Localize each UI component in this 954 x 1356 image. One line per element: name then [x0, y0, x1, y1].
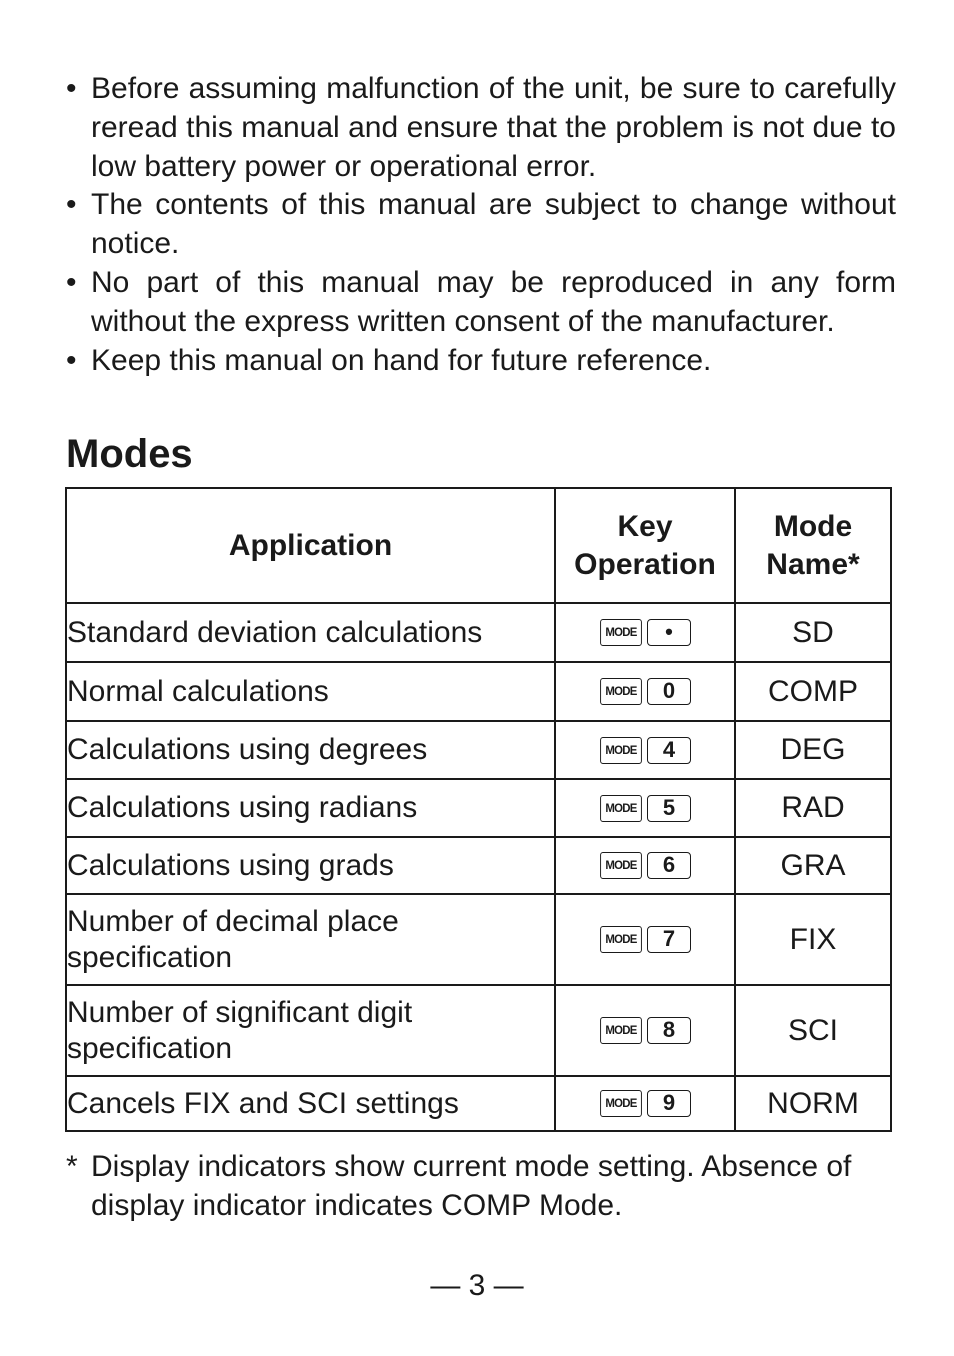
cell-application: Normal calculations [66, 662, 555, 721]
cell-application: Calculations using radians [66, 779, 555, 837]
table-row [66, 721, 891, 779]
bullet-text: No part of this manual may be reproduced in any form without the express written consent of the manufacturer. [91, 265, 896, 338]
mode-key-icon: MODE [600, 678, 642, 705]
cell-application: Calculations using degrees [66, 721, 555, 779]
table-row [66, 1076, 891, 1131]
cell-key-operation [555, 1076, 735, 1131]
table-row [66, 894, 891, 985]
mode-key-icon: MODE [600, 737, 642, 764]
digit-key-icon: 8 [647, 1017, 691, 1044]
cell-mode-name: GRA [735, 837, 891, 894]
notice-list [66, 70, 896, 380]
list-item [66, 186, 896, 264]
header-key-operation: Key Operation [555, 488, 735, 603]
section-title: Modes [66, 432, 193, 476]
mode-key-icon: MODE [600, 926, 642, 953]
header-mode-name: Mode Name* [735, 488, 891, 603]
cell-application: Standard deviation calculations [66, 603, 555, 662]
cell-key-operation [555, 603, 735, 662]
table-row [66, 985, 891, 1076]
table-header-row [66, 488, 891, 603]
mode-key-icon: MODE [600, 795, 642, 822]
page-number: — 3 — [430, 1269, 524, 1302]
modes-table [65, 487, 892, 1132]
mode-key-icon: MODE [600, 1017, 642, 1044]
table-row [66, 779, 891, 837]
cell-key-operation [555, 779, 735, 837]
cell-mode-name: SCI [735, 985, 891, 1076]
footnote [66, 1148, 896, 1226]
digit-key-icon: 5 [647, 795, 691, 822]
bullet-text: Keep this manual on hand for future reference. [91, 343, 712, 377]
cell-mode-name: SD [735, 603, 891, 662]
header-application: Application [66, 488, 555, 603]
bullet-mark: • [66, 72, 77, 105]
cell-key-operation [555, 721, 735, 779]
cell-mode-name: FIX [735, 894, 891, 985]
cell-mode-name: COMP [735, 662, 891, 721]
cell-key-operation [555, 894, 735, 985]
table-row [66, 837, 891, 894]
bullet-mark: • [66, 188, 77, 222]
table-row [66, 603, 891, 662]
list-item [66, 342, 896, 381]
mode-key-icon: MODE [600, 1090, 642, 1117]
cell-mode-name: DEG [735, 721, 891, 779]
cell-mode-name: RAD [735, 779, 891, 837]
cell-key-operation [555, 837, 735, 894]
list-item [66, 264, 896, 342]
bullet-text: The contents of this manual are subject to change without notice. [91, 188, 896, 261]
footnote-text: Display indicators show current mode setting. Absence of display indicator indicates COMP Mode. [91, 1150, 852, 1222]
cell-application: Calculations using grads [66, 837, 555, 894]
decimal-point-key-icon: • [647, 619, 691, 646]
bullet-mark: • [66, 343, 77, 377]
cell-mode-name: NORM [735, 1076, 891, 1131]
mode-key-icon: MODE [600, 619, 642, 646]
table-row [66, 662, 891, 721]
digit-key-icon: 7 [647, 926, 691, 953]
cell-application: Cancels FIX and SCI settings [66, 1076, 555, 1131]
mode-key-icon: MODE [600, 852, 642, 879]
list-item [66, 70, 896, 186]
digit-key-icon: 9 [647, 1090, 691, 1117]
footnote-mark: * [66, 1150, 78, 1183]
digit-key-icon: 6 [647, 852, 691, 879]
digit-key-icon: 0 [647, 678, 691, 705]
cell-key-operation [555, 985, 735, 1076]
digit-key-icon: 4 [647, 737, 691, 764]
cell-key-operation [555, 662, 735, 721]
bullet-mark: • [66, 265, 77, 299]
bullet-text: Before assuming malfunction of the unit, be sure to carefully reread this manual and ensure that the problem is not due to low battery power or operational error. [91, 72, 896, 183]
cell-application: Number of decimal place specification [66, 894, 555, 985]
cell-application: Number of significant digit specification [66, 985, 555, 1076]
